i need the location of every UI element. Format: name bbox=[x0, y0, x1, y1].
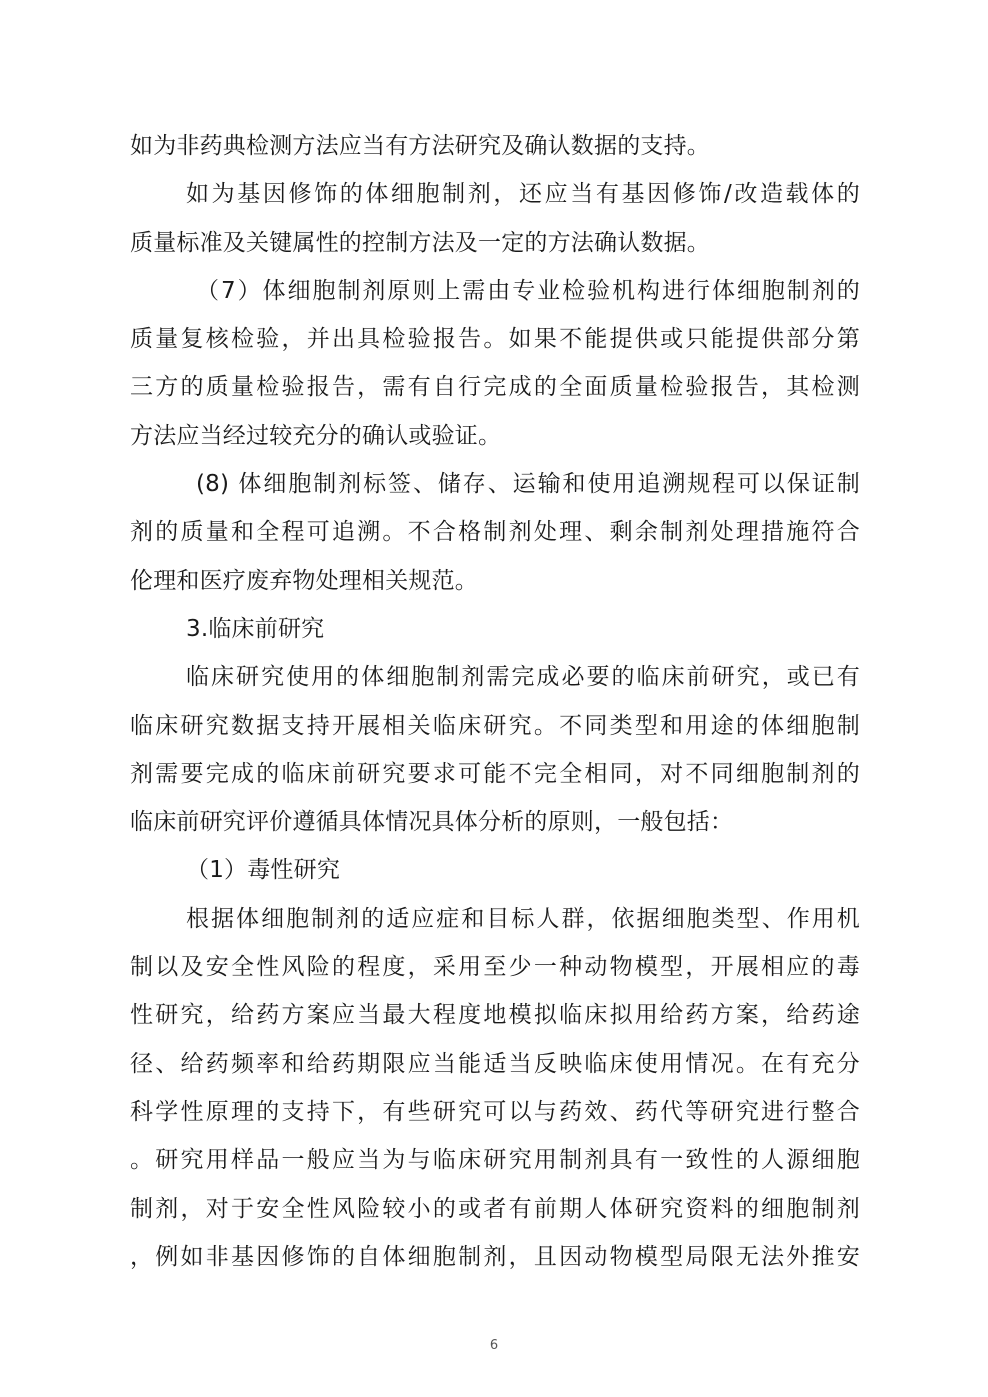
page-number: 6 bbox=[489, 1338, 499, 1353]
text-line: 临床研究数据支持开展相关临床研究。不同类型和用途的体细胞制 bbox=[130, 712, 860, 739]
text-line: 剂需要完成的临床前研究要求可能不完全相同，对不同细胞制剂的 bbox=[130, 760, 860, 787]
text-line: ，例如非基因修饰的自体细胞制剂，且因动物模型局限无法外推安 bbox=[130, 1243, 860, 1270]
text-line: 三方的质量检验报告，需有自行完成的全面质量检验报告，其检测 bbox=[130, 374, 860, 401]
text-line: 如为基因修饰的体细胞制剂，还应当有基因修饰/改造载体的 bbox=[186, 181, 860, 208]
text-line: 临床前研究评价遵循具体情况具体分析的原则，一般包括： bbox=[130, 809, 734, 836]
text-line: 临床研究使用的体细胞制剂需完成必要的临床前研究，或已有 bbox=[186, 664, 860, 691]
text-line: 性研究，给药方案应当最大程度地模拟临床拟用给药方案，给药途 bbox=[130, 1002, 860, 1029]
text-line: 如为非药典检测方法应当有方法研究及确认数据的支持。 bbox=[130, 133, 710, 159]
subsection-heading: （1）毒性研究 bbox=[186, 857, 341, 884]
text-line: (8) 体细胞制剂标签、储存、运输和使用追溯规程可以保证制 bbox=[196, 471, 860, 498]
text-line: 质量复核检验，并出具检验报告。如果不能提供或只能提供部分第 bbox=[130, 326, 860, 353]
body-text bbox=[130, 122, 860, 1281]
text-line: 制以及安全性风险的程度，采用至少一种动物模型，开展相应的毒 bbox=[130, 954, 860, 981]
text-line: （7）体细胞制剂原则上需由专业检验机构进行体细胞制剂的 bbox=[196, 277, 860, 304]
text-line: 径、给药频率和给药期限应当能适当反映临床使用情况。在有充分 bbox=[130, 1050, 860, 1077]
section-heading: 3.临床前研究 bbox=[186, 615, 325, 642]
text-line: 伦理和医疗废弃物处理相关规范。 bbox=[130, 567, 478, 594]
text-line: 制剂，对于安全性风险较小的或者有前期人体研究资料的细胞制剂 bbox=[130, 1195, 860, 1222]
text-line: 。研究用样品一般应当为与临床研究用制剂具有一致性的人源细胞 bbox=[130, 1147, 860, 1174]
text-line: 方法应当经过较充分的确认或验证。 bbox=[130, 422, 502, 449]
text-line: 剂的质量和全程可追溯。不合格制剂处理、剩余制剂处理措施符合 bbox=[130, 519, 860, 546]
text-line: 科学性原理的支持下，有些研究可以与药效、药代等研究进行整合 bbox=[130, 1098, 860, 1125]
text-line: 质量标准及关键属性的控制方法及一定的方法确认数据。 bbox=[130, 229, 710, 256]
text-line: 根据体细胞制剂的适应症和目标人群，依据细胞类型、作用机 bbox=[186, 905, 860, 932]
